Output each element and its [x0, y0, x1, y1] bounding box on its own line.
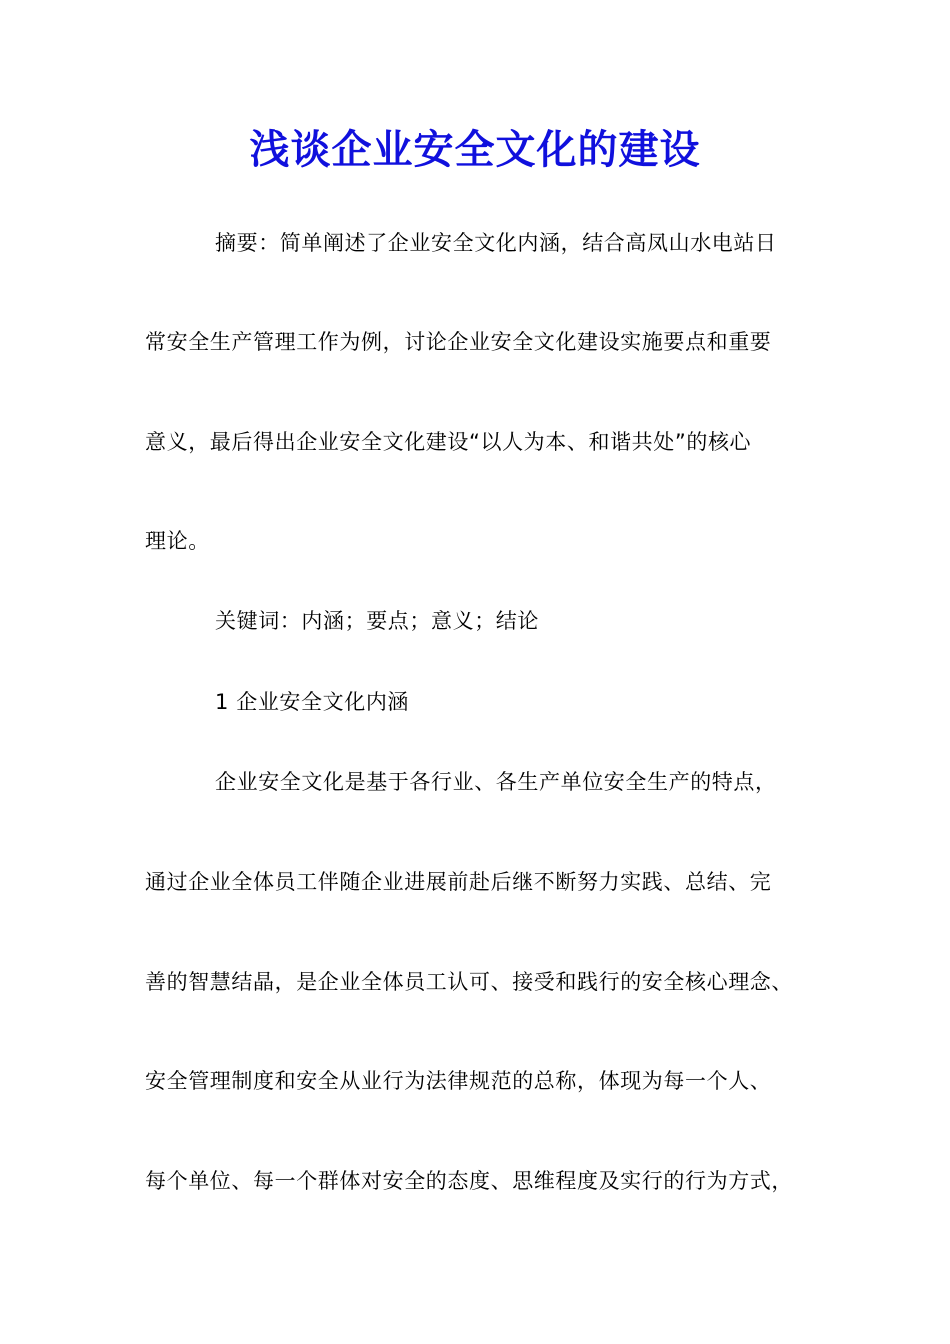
body-line-5: 每个单位、每一个群体对安全的态度、思维程度及实行的行为方式，: [145, 1169, 793, 1193]
body-line-2: 通过企业全体员工伴随企业进展前赴后继不断努力实践、总结、完: [145, 870, 772, 894]
body-line-1: 企业安全文化是基于各行业、各生产单位安全生产的特点，: [215, 770, 777, 794]
abstract-line-2: 常安全生产管理工作为例，讨论企业安全文化建设实施要点和重要: [145, 330, 772, 354]
keywords-line: 关键词：内涵；要点；意义；结论: [215, 609, 539, 633]
document-title: 浅谈企业安全文化的建设: [249, 126, 701, 173]
section-heading: 1 企业安全文化内涵: [215, 690, 410, 714]
abstract-line-1: 摘要：简单阐述了企业安全文化内涵，结合高凤山水电站日: [215, 231, 777, 255]
abstract-line-3: 意义，最后得出企业安全文化建设“以人为本、和谐共处”的核心: [145, 430, 752, 454]
body-line-4: 安全管理制度和安全从业行为法律规范的总称，体现为每一个人、: [145, 1069, 772, 1093]
abstract-line-4: 理论。: [145, 529, 210, 553]
body-line-3: 善的智慧结晶，是企业全体员工认可、接受和践行的安全核心理念、: [145, 970, 793, 994]
